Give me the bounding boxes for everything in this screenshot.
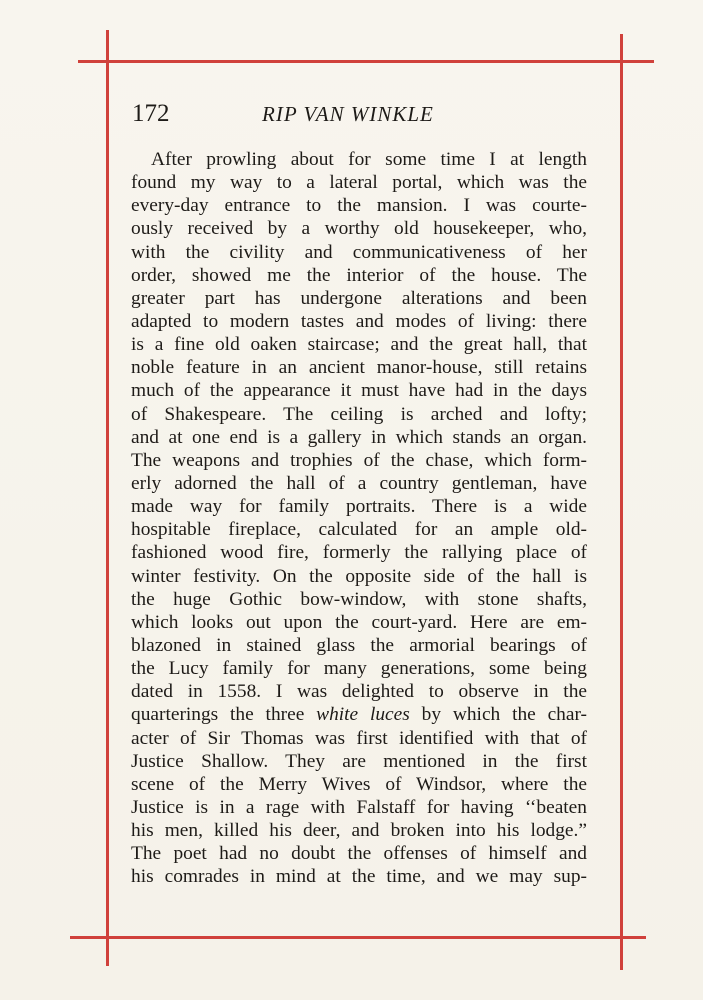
text-line: acter of Sir Thomas was first identified with that of	[131, 727, 587, 749]
text-line: winter festivity. On the opposite side of the hall is	[131, 565, 587, 587]
text-line: blazoned in stained glass the armorial bearings of	[131, 634, 587, 656]
text-line: The weapons and trophies of the chase, which form-	[131, 449, 587, 471]
text-line: The poet had no doubt the offenses of himself and	[131, 843, 587, 865]
text-line: his comrades in mind at the time, and we may sup-	[131, 866, 587, 888]
text-line: the huge Gothic bow-window, with stone shafts,	[131, 588, 587, 610]
text-line: greater part has undergone alterations and been	[131, 287, 587, 309]
text-line: noble feature in an ancient manor-house, still retains	[131, 357, 587, 379]
border-rule-top	[78, 60, 654, 63]
text-line: Justice is in a rage with Falstaff for having ‘‘beaten	[131, 796, 587, 818]
text-line: is a fine old oaken staircase; and the great hall, that	[131, 334, 587, 356]
text-line: and at one end is a gallery in which stands an organ.	[131, 426, 587, 448]
text-line: dated in 1558. I was delighted to observe in the	[131, 681, 587, 703]
text-line: with the civility and communicativeness of her	[131, 241, 587, 263]
text-line: made way for family portraits. There is a wide	[131, 496, 587, 518]
text-line: found my way to a lateral portal, which was the	[131, 172, 587, 194]
text-line: his men, killed his deer, and broken into his lodge.”	[131, 820, 587, 842]
text-segment: by which the char-	[409, 704, 588, 726]
text-line: order, showed me the interior of the house. The	[131, 264, 587, 286]
text-line: erly adorned the hall of a country gentleman, have	[131, 472, 587, 494]
text-line: fashioned wood fire, formerly the rallying place of	[131, 542, 587, 564]
text-line: of Shakespeare. The ceiling is arched and lofty;	[131, 403, 587, 425]
text-line: the Lucy family for many generations, some being	[131, 658, 587, 680]
text-line	[131, 703, 587, 726]
text-line: Justice Shallow. They are mentioned in the first	[131, 750, 587, 772]
text-line: adapted to modern tastes and modes of living: there	[131, 310, 587, 332]
italic-phrase: white luces	[316, 704, 410, 726]
text-segment: quarterings the three	[131, 704, 317, 726]
body-text	[131, 148, 587, 889]
text-line: After prowling about for some time I at length	[151, 149, 587, 170]
text-line: much of the appearance it must have had in the days	[131, 380, 587, 402]
border-rule-left	[106, 30, 109, 966]
text-line: ously received by a worthy old housekeeper, who,	[131, 218, 587, 240]
border-rule-bottom	[70, 936, 646, 939]
text-line: scene of the Merry Wives of Windsor, where the	[131, 773, 587, 795]
running-title: RIP VAN WINKLE	[262, 102, 434, 126]
page-header	[132, 98, 588, 130]
text-line: which looks out upon the court-yard. Here are em-	[131, 611, 587, 633]
text-line: hospitable fireplace, calculated for an ample old-	[131, 519, 587, 541]
page-number: 172	[132, 100, 170, 127]
border-rule-right	[620, 34, 623, 970]
text-line: every-day entrance to the mansion. I was courte-	[131, 195, 587, 217]
